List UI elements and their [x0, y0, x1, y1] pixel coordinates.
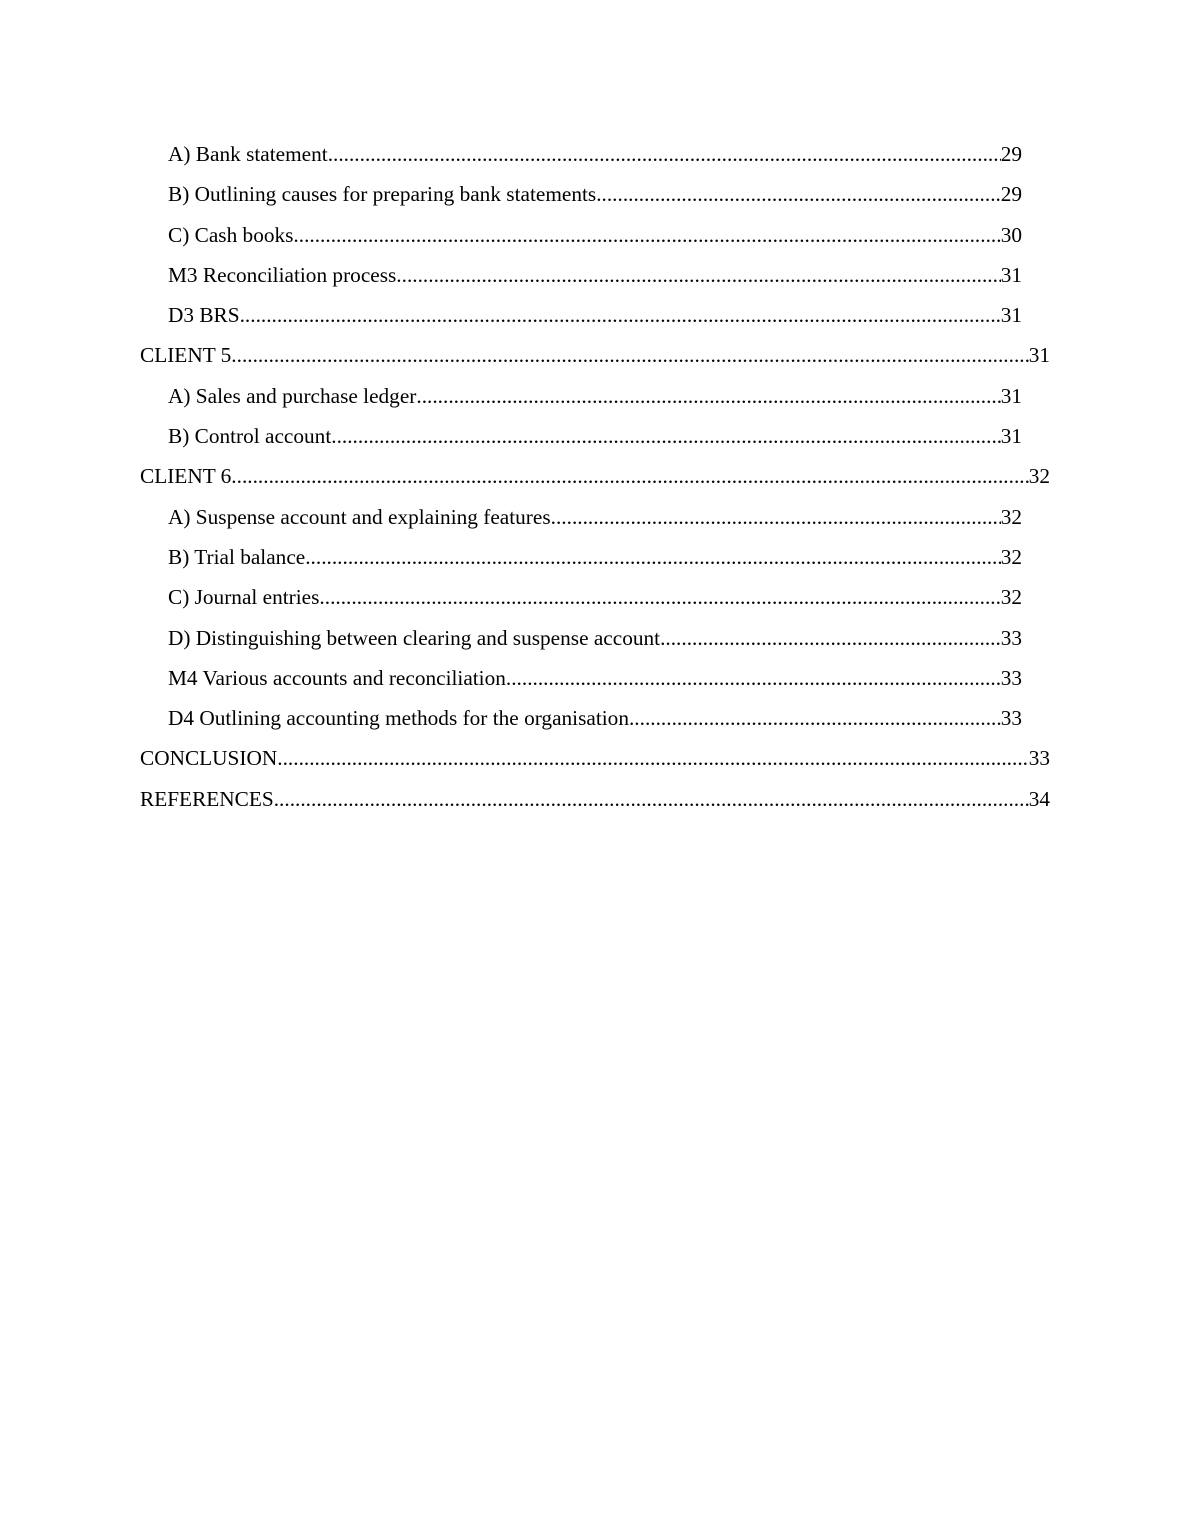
toc-entry-title: D4 Outlining accounting methods for the organisation	[168, 706, 629, 731]
toc-entry-page-number: 31	[1000, 303, 1022, 328]
toc-entry-page-number: 29	[1000, 182, 1022, 207]
toc-dot-leader	[277, 738, 1028, 778]
toc-entry-client-5[interactable]	[140, 335, 1050, 375]
toc-dot-leader	[305, 537, 1000, 577]
toc-entry-references[interactable]	[140, 779, 1050, 819]
toc-entry-title: M4 Various accounts and reconciliation	[168, 665, 506, 690]
toc-dot-leader	[629, 698, 1001, 738]
toc-entry-page-number: 32	[1000, 544, 1022, 569]
toc-dot-leader	[551, 497, 1001, 537]
toc-entry-page-number: 33	[1028, 746, 1050, 771]
toc-entry-title: B) Trial balance	[168, 544, 306, 569]
toc-dot-leader	[506, 658, 1001, 698]
toc-dot-leader	[240, 295, 1001, 335]
toc-entry-title: D) Distinguishing between clearing and suspense account	[168, 625, 661, 650]
toc-entry-clearing-vs-suspense[interactable]	[140, 618, 1050, 658]
toc-entry-page-number: 30	[1000, 222, 1022, 247]
toc-entry-title: B) Control account	[168, 424, 332, 449]
toc-entry-page-number: 33	[1000, 665, 1022, 690]
toc-entry-page-number: 31	[1000, 424, 1022, 449]
toc-dot-leader	[660, 618, 1001, 658]
toc-entry-title: CONCLUSION	[140, 746, 278, 771]
toc-entry-cash-books[interactable]	[140, 215, 1050, 255]
toc-entry-d4-accounting-methods[interactable]	[140, 698, 1050, 738]
toc-entry-d3-brs[interactable]	[140, 295, 1050, 335]
toc-entry-title: CLIENT 5	[140, 343, 232, 368]
toc-dot-leader	[396, 255, 1000, 295]
toc-entry-page-number: 31	[1000, 383, 1022, 408]
toc-entry-page-number: 32	[1028, 464, 1050, 489]
toc-entry-trial-balance[interactable]	[140, 537, 1050, 577]
toc-entry-page-number: 34	[1028, 786, 1050, 811]
toc-entry-sales-purchase-ledger[interactable]	[140, 376, 1050, 416]
toc-entry-control-account[interactable]	[140, 416, 1050, 456]
toc-dot-leader	[331, 416, 1000, 456]
toc-entry-title: C) Cash books	[168, 222, 294, 247]
toc-entry-conclusion[interactable]	[140, 738, 1050, 778]
toc-dot-leader	[274, 779, 1029, 819]
toc-entry-page-number: 32	[1000, 585, 1022, 610]
toc-dot-leader	[328, 134, 1001, 174]
toc-entry-page-number: 33	[1000, 706, 1022, 731]
toc-entry-page-number: 32	[1000, 504, 1022, 529]
toc-entry-suspense-account[interactable]	[140, 497, 1050, 537]
toc-dot-leader	[293, 215, 1000, 255]
toc-dot-leader	[319, 577, 1000, 617]
toc-entry-bank-statement[interactable]	[140, 134, 1050, 174]
toc-entry-page-number: 31	[1000, 262, 1022, 287]
toc-entry-page-number: 31	[1028, 343, 1050, 368]
toc-entry-title: A) Suspense account and explaining features	[168, 504, 551, 529]
toc-dot-leader	[231, 335, 1028, 375]
toc-entry-outlining-causes[interactable]	[140, 174, 1050, 214]
toc-entry-page-number: 29	[1000, 142, 1022, 166]
toc-entry-title: A) Bank statement	[168, 142, 328, 166]
toc-entry-title: M3 Reconciliation process	[168, 262, 397, 287]
toc-entry-page-number: 33	[1000, 625, 1022, 650]
toc-dot-leader	[596, 174, 1001, 214]
toc-entry-title: D3 BRS	[168, 303, 240, 328]
toc-entry-title: REFERENCES	[140, 786, 274, 811]
toc-entry-client-6[interactable]	[140, 456, 1050, 496]
toc-entry-m4-various-accounts[interactable]	[140, 658, 1050, 698]
toc-dot-leader	[231, 456, 1028, 496]
toc-entry-title: A) Sales and purchase ledger	[168, 383, 417, 408]
toc-entry-title: C) Journal entries	[168, 585, 320, 610]
toc-entry-m3-reconciliation[interactable]	[140, 255, 1050, 295]
toc-entry-journal-entries[interactable]	[140, 577, 1050, 617]
toc-entry-title: B) Outlining causes for preparing bank statements	[168, 182, 597, 207]
table-of-contents	[140, 134, 1050, 819]
toc-dot-leader	[416, 376, 1000, 416]
toc-entry-title: CLIENT 6	[140, 464, 232, 489]
